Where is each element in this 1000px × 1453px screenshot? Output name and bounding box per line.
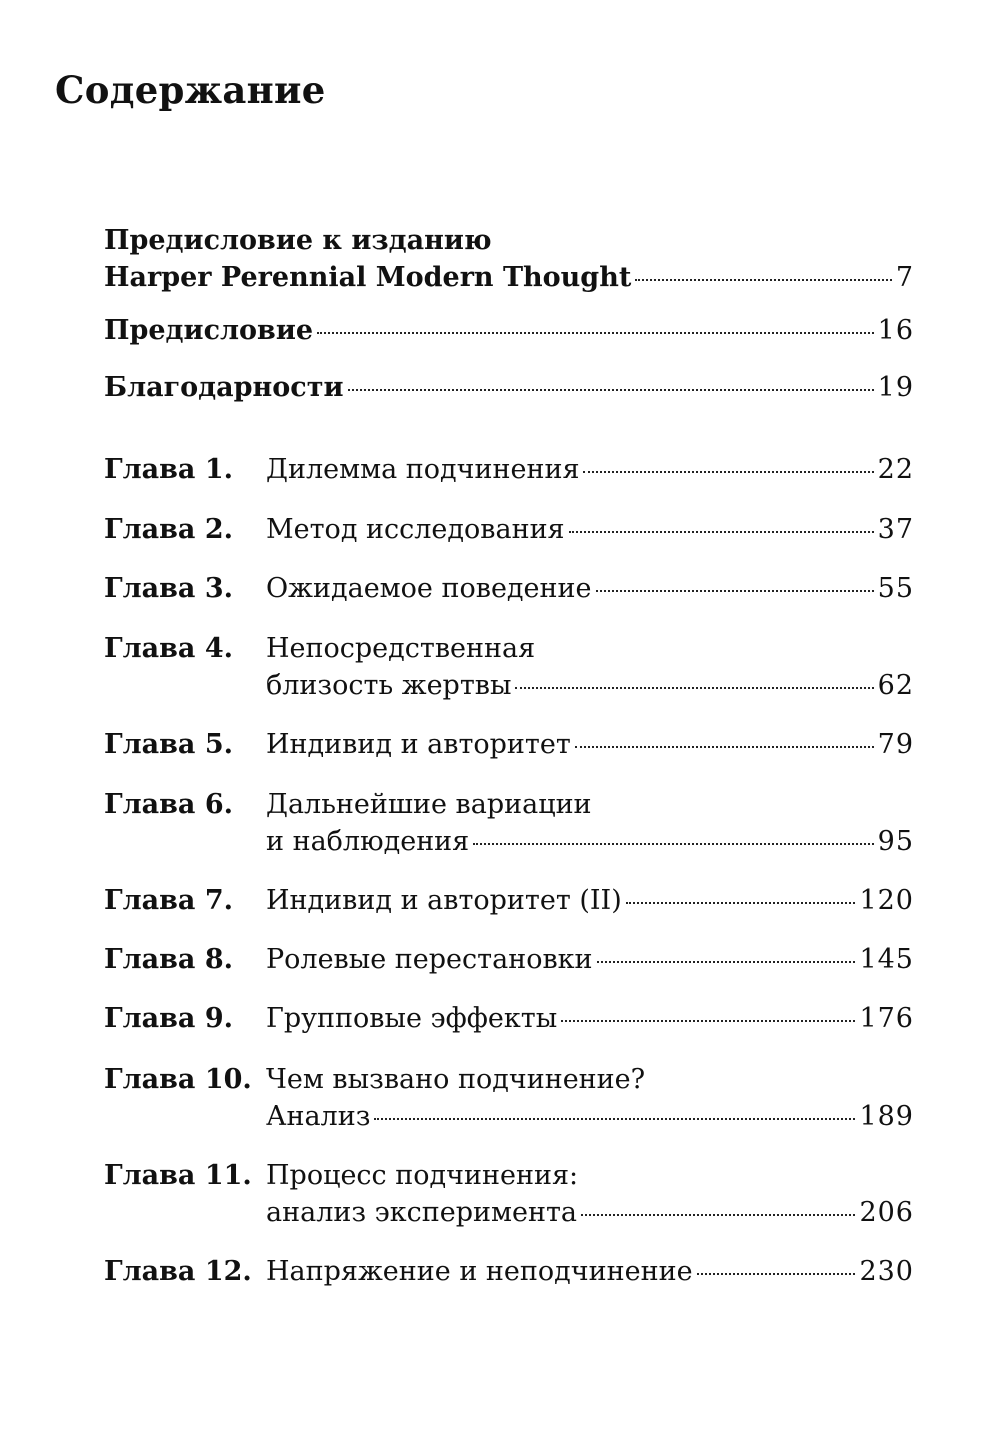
chapter-label: Глава 9.: [104, 1003, 234, 1034]
toc-entry-chapter-9[interactable]: [104, 1000, 914, 1037]
toc-entry-acknowledgements[interactable]: [104, 369, 914, 406]
chapter-label: Глава 5.: [104, 729, 234, 760]
toc-entry-chapter-4[interactable]: [104, 630, 914, 704]
chapter-label: Глава 7.: [104, 885, 234, 916]
toc-page-number: 16: [877, 315, 914, 346]
toc-page-number: 120: [859, 885, 914, 916]
page-title: Содержание: [55, 68, 326, 112]
chapter-label: Глава 6.: [104, 789, 234, 820]
chapter-title-line: и наблюдения: [266, 826, 470, 857]
dot-leader: [473, 843, 873, 845]
toc-entry-chapter-10[interactable]: [104, 1061, 914, 1135]
chapter-title-line: Чем вызвано подчинение?: [266, 1064, 646, 1095]
dot-leader: [581, 1214, 855, 1216]
toc-entry-chapter-3[interactable]: [104, 570, 914, 607]
toc-page-number: 145: [859, 944, 914, 975]
toc-entry-preface[interactable]: [104, 312, 914, 349]
toc-entry-chapter-2[interactable]: [104, 511, 914, 548]
chapter-label: Глава 12.: [104, 1256, 252, 1287]
chapter-title-line: Напряжение и неподчинение: [266, 1256, 693, 1287]
toc-entry-chapter-12[interactable]: [104, 1253, 914, 1290]
chapter-label: Глава 8.: [104, 944, 234, 975]
dot-leader: [626, 902, 856, 904]
toc-entry-chapter-7[interactable]: [104, 882, 914, 919]
chapter-label: Глава 3.: [104, 573, 234, 604]
toc-page-number: 62: [877, 670, 914, 701]
chapter-title-line: Дилемма подчинения: [266, 454, 580, 485]
toc-page-number: 7: [895, 262, 914, 293]
chapter-title-line: Непосредственная: [266, 633, 536, 664]
toc-page-number: 55: [877, 573, 914, 604]
toc-entry-title-line: Предисловие к изданию: [104, 225, 492, 256]
chapter-label: Глава 10.: [104, 1064, 252, 1095]
toc-page-number: 79: [877, 729, 914, 760]
toc-entry-preface-harper[interactable]: [104, 222, 914, 296]
chapter-title-line: Анализ: [266, 1101, 371, 1132]
toc-page-number: 189: [859, 1101, 914, 1132]
chapter-title-line: Индивид и авторитет: [266, 729, 571, 760]
dot-leader: [515, 687, 873, 689]
dot-leader: [597, 961, 856, 963]
chapter-title-line: Индивид и авторитет (II): [266, 885, 622, 916]
toc-page-number: 230: [859, 1256, 914, 1287]
dot-leader: [583, 471, 873, 473]
toc-page-number: 22: [877, 454, 914, 485]
chapter-title-line: Ожидаемое поведение: [266, 573, 592, 604]
toc-page-number: 37: [877, 514, 914, 545]
chapter-title-line: Метод исследования: [266, 514, 565, 545]
chapter-label: Глава 4.: [104, 633, 234, 664]
toc-entry-chapter-8[interactable]: [104, 941, 914, 978]
chapter-title-line: анализ эксперимента: [266, 1197, 578, 1228]
dot-leader: [374, 1118, 855, 1120]
dot-leader: [348, 389, 874, 391]
dot-leader: [575, 746, 874, 748]
toc-entry-chapter-1[interactable]: [104, 451, 914, 488]
toc-entry-chapter-6[interactable]: [104, 786, 914, 860]
chapter-title-line: Дальнейшие вариации: [266, 789, 592, 820]
toc-page-number: 206: [859, 1197, 914, 1228]
toc-page-number: 19: [877, 372, 914, 403]
toc-entry-title-line: Предисловие: [104, 315, 314, 346]
toc-page-number: 176: [859, 1003, 914, 1034]
dot-leader: [561, 1020, 855, 1022]
chapter-title-line: Групповые эффекты: [266, 1003, 558, 1034]
toc-entry-title-line: Harper Perennial Modern Thought: [104, 262, 632, 293]
toc-entry-title-line: Благодарности: [104, 372, 344, 403]
dot-leader: [635, 279, 892, 281]
chapter-title-line: Процесс подчинения:: [266, 1160, 579, 1191]
chapter-title-line: близость жертвы: [266, 670, 512, 701]
toc-entry-chapter-5[interactable]: [104, 726, 914, 763]
toc-entry-chapter-11[interactable]: [104, 1157, 914, 1231]
chapter-label: Глава 11.: [104, 1160, 252, 1191]
chapter-label: Глава 1.: [104, 454, 234, 485]
toc-page-number: 95: [877, 826, 914, 857]
dot-leader: [697, 1273, 856, 1275]
chapter-label: Глава 2.: [104, 514, 234, 545]
dot-leader: [569, 531, 874, 533]
chapter-title-line: Ролевые перестановки: [266, 944, 593, 975]
dot-leader: [317, 332, 874, 334]
dot-leader: [596, 590, 874, 592]
